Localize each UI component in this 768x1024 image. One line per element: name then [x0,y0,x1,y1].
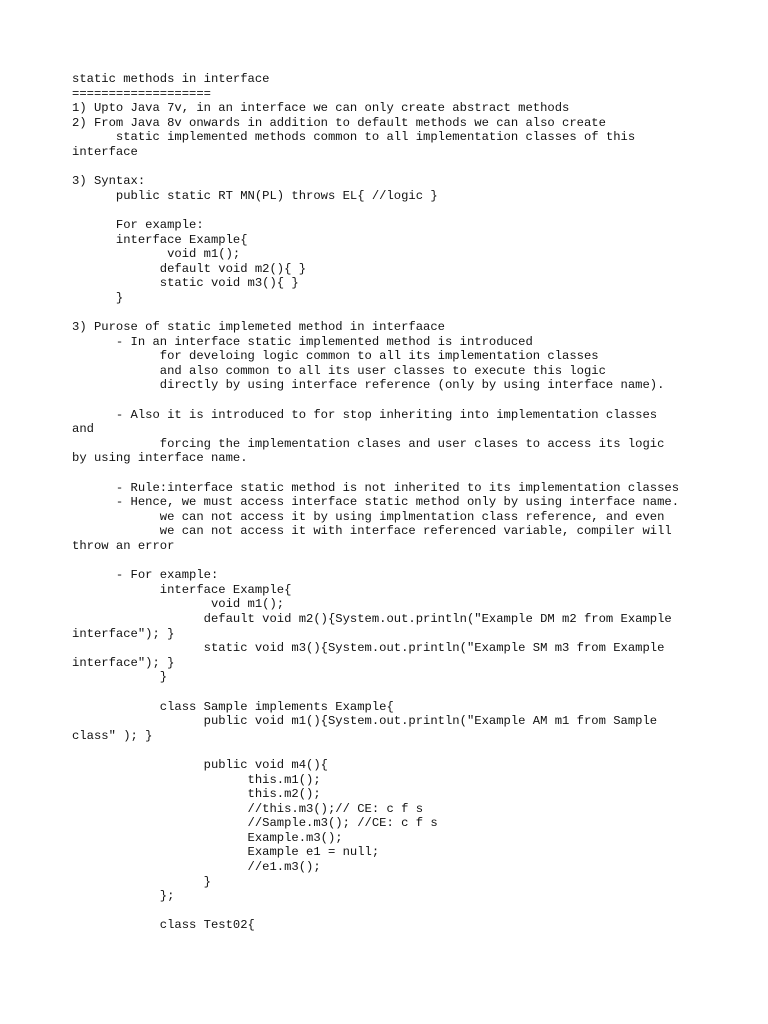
text-line: For example: [72,217,204,232]
text-line: } [72,290,124,305]
text-line: directly by using interface reference (only by using interface name). [72,378,665,393]
text-line: public static RT MN(PL) throws EL{ //logic } [72,188,438,203]
text-line: public void m1(){System.out.println("Example AM m1 from Sample [72,714,658,729]
text-line: interface"); } [72,655,175,670]
text-line [72,466,712,481]
text-line: public void m4(){ [72,757,328,772]
text-line: class Sample implements Example{ [72,699,394,714]
text-line: we can not access it with interface referenced variable, compiler will [72,524,672,539]
text-line [72,554,712,569]
text-line: static implemented methods common to all implementation classes of this [72,130,636,145]
text-line: //e1.m3(); [72,860,321,875]
text-line: - Rule:interface static method is not inherited to its implementation classes [72,480,680,495]
text-line: static methods in interface [72,72,270,86]
text-line: this.m2(); [72,787,321,802]
text-line: } [72,670,168,685]
text-line: Example.m3(); [72,830,343,845]
text-line: class" ); } [72,728,153,743]
text-line: - For example: [72,568,219,583]
text-line [72,685,712,700]
text-line: interface [72,144,138,159]
text-line [72,393,712,408]
text-line [72,743,712,758]
text-line: //this.m3();// CE: c f s [72,801,424,816]
text-line: default void m2(){ } [72,261,307,276]
text-line: //Sample.m3(); //CE: c f s [72,816,438,831]
text-line: - Also it is introduced to for stop inheriting into implementation classes [72,407,658,422]
text-line: forcing the implementation clases and user clases to access its logic [72,436,665,451]
text-line: }; [72,889,175,904]
text-line: interface Example{ [72,232,248,247]
text-line [72,160,712,175]
text-line: void m1(); [72,597,285,612]
text-line: } [72,874,211,889]
text-line: class Test02{ [72,918,255,933]
text-line: throw an error [72,539,175,553]
text-line: static void m3(){ } [72,276,299,291]
text-line: interface Example{ [72,582,292,597]
text-line: and also common to all its user classes to execute this logic [72,363,606,378]
text-line: this.m1(); [72,772,321,787]
text-line [72,306,712,321]
text-line: =================== [72,86,211,101]
text-line: void m1(); [72,247,241,262]
text-line: 2) From Java 8v onwards in addition to default methods we can also create [72,115,606,130]
text-line: - In an interface static implemented method is introduced [72,334,533,349]
text-line: 3) Syntax: [72,174,146,189]
text-line: Example e1 = null; [72,845,380,860]
text-line [72,203,712,218]
text-line: static void m3(){System.out.println("Example SM m3 from Example [72,641,665,656]
text-line: 1) Upto Java 7v, in an interface we can only create abstract methods [72,101,570,116]
text-line: and [72,422,94,437]
text-line [72,904,712,919]
text-line: 3) Purose of static implemeted method in interfaace [72,320,445,335]
text-line: - Hence, we must access interface static method only by using interface name. [72,495,680,510]
document-text [72,72,712,933]
text-line: we can not access it by using implmentation class reference, and even [72,509,665,524]
text-line: default void m2(){System.out.println("Example DM m2 from Example [72,611,672,626]
text-line: by using interface name. [72,451,248,466]
text-line: for develoing logic common to all its implementation classes [72,349,599,364]
text-line: interface"); } [72,626,175,641]
